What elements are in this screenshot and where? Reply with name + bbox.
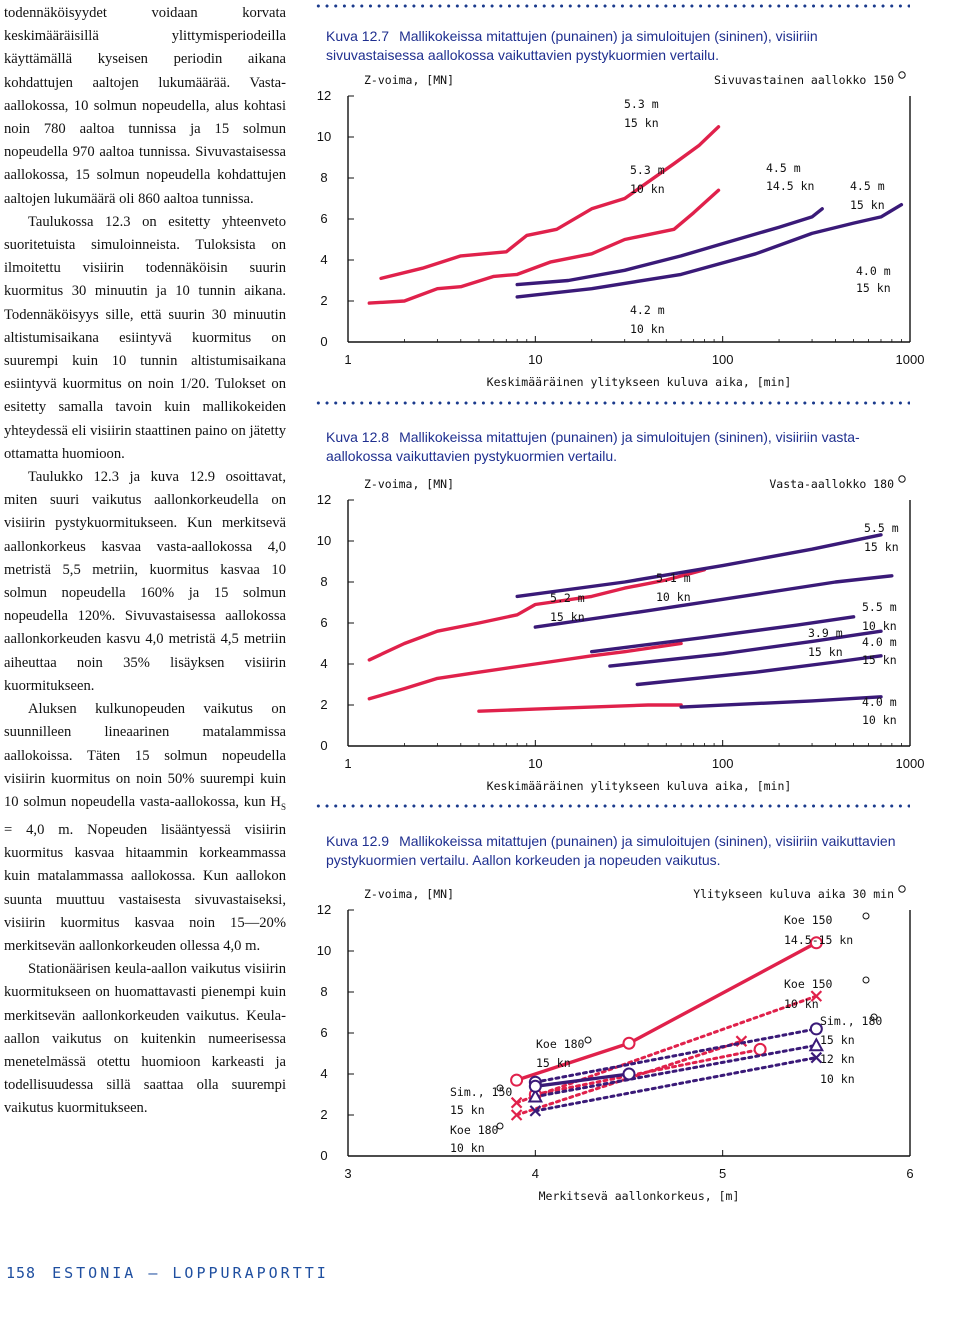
- series-annotation: 5.3 m: [624, 97, 659, 111]
- y-tick-label: 12: [316, 492, 332, 507]
- series-annotation: 10 kn: [862, 713, 897, 727]
- figure-number: Kuva 12.9: [326, 833, 390, 849]
- data-point: [530, 1081, 541, 1092]
- series-annotation: 12 kn: [820, 1052, 855, 1066]
- series-annotation: 5.5 m: [864, 521, 899, 535]
- paragraph: [4, 698, 286, 958]
- series-annotation: Koe 180: [536, 1037, 585, 1051]
- series-line: [535, 1045, 816, 1096]
- y-tick-label: 0: [320, 738, 328, 753]
- series-annotation: 10 kn: [862, 619, 897, 633]
- x-tick-label: 1000: [895, 756, 925, 771]
- page-footer: [6, 1264, 329, 1282]
- figure-caption: [326, 832, 916, 870]
- series-annotation: Koe 150: [784, 913, 833, 927]
- series-annotation: 5.2 m: [550, 591, 585, 605]
- series-annotation: 15 kn: [808, 645, 843, 659]
- x-tick-label: 4: [531, 1166, 539, 1181]
- series-annotation: 10 kn: [450, 1141, 485, 1155]
- x-tick-label: 6: [906, 1166, 914, 1181]
- data-point: [755, 1044, 766, 1055]
- dotted-separator: [314, 4, 910, 8]
- series-annotation: 14.5 kn: [766, 179, 815, 193]
- paragraph: todennäköisyydet voidaan korvata keskimääräisillä ylittymisperiodeilla käyttämällä kyseisen periodin aikana kohdattujen aaltojen lukumäärää. Vasta-aallokossa, 10 solmun nopeudella, alus kohtasi noin 780 aaltoa tunnissa ja 15 solmun nopeudella 970 aaltoa tunnissa. Sivuvastaisessa aallokossa, 15 solmun nopeudella kohdattujen aaltojen lukumäärä oli 860 aaltoa tunnissa.: [4, 5, 286, 207]
- series-annotation: 10 kn: [630, 182, 665, 196]
- series-line: [369, 644, 681, 699]
- y-tick-label: 2: [320, 293, 328, 308]
- data-point: [624, 1069, 635, 1080]
- degree-symbol: [863, 977, 869, 983]
- caption-text: Mallikokeissa mitattujen (punainen) ja simuloitujen (sininen), visiiriin sivuvastaisessa aallokossa vaikuttavien pystykuormien vertailu.: [326, 28, 818, 63]
- series-annotation: 15 kn: [862, 653, 897, 667]
- y-tick-label: 12: [316, 902, 332, 917]
- condition-label: Ylitykseen kuluva aika 30 min: [693, 887, 894, 901]
- condition-label: Sivuvastainen aallokko 150: [713, 73, 894, 87]
- series-annotation: 10 kn: [784, 997, 819, 1011]
- x-tick-label: 10: [528, 756, 543, 771]
- degree-symbol: [585, 1037, 591, 1043]
- y-tick-label: 6: [320, 1025, 328, 1040]
- series-annotation: 4.0 m: [862, 635, 897, 649]
- series-annotation: 15 kn: [550, 610, 585, 624]
- series-annotation: 10 kn: [656, 590, 691, 604]
- y-tick-label: 10: [316, 129, 332, 144]
- y-tick-label: 0: [320, 1148, 328, 1163]
- y-tick-label: 4: [320, 252, 328, 267]
- paragraph: Stationäärisen keula-aallon vaikutus visiirin kuormitukseen on huomattavasti pienempi kuin merkitsevän aallonkorkeuden vaikutus. Keula-aallon vaikutus on kuitenkin numeerisessa menetelmässä otettu huomioon karkeasti ja todellisuudessa sillä saattaa olla suurempi vaikutus kuormitukseen.: [4, 961, 286, 1117]
- figure-number: Kuva 12.8: [326, 429, 390, 445]
- series-annotation: 10 kn: [630, 322, 665, 336]
- paragraph-text: Aluksen kulkunopeuden vaikutus on suunnilleen lineaarinen matalammissa aallokoissa. Täten 15 solmun nopeudella visiirin kuormitus on noin 50% suurempi kuin 10 solmun nopeudella vasta-aallokossa, kun H: [4, 701, 286, 810]
- series-annotation: 4.0 m: [856, 264, 891, 278]
- y-tick-label: 2: [320, 1107, 328, 1122]
- series-line: [479, 705, 681, 711]
- x-axis-title: Keskimääräinen ylitykseen kuluva aika, [min]: [486, 375, 792, 389]
- figure-caption: [326, 428, 916, 466]
- series-annotation: 15 kn: [820, 1033, 855, 1047]
- figure-number: Kuva 12.7: [326, 28, 390, 44]
- series-annotation: 15 kn: [624, 116, 659, 130]
- x-tick-label: 1000: [895, 352, 925, 367]
- series-annotation: 4.2 m: [630, 303, 665, 317]
- chart-fig-12-7: [300, 66, 925, 389]
- series-line: [369, 190, 718, 303]
- x-tick-label: 3: [344, 1166, 352, 1181]
- y-tick-label: 4: [320, 656, 328, 671]
- series-annotation: 5.5 m: [862, 600, 897, 614]
- x-tick-label: 1: [344, 756, 352, 771]
- data-point: [511, 1075, 522, 1086]
- chart-fig-12-9: [300, 880, 920, 1210]
- series-annotation: Sim., 150: [450, 1085, 513, 1099]
- subscript: S: [280, 801, 286, 812]
- x-tick-label: 100: [711, 352, 734, 367]
- series-annotation: Koe 180: [450, 1123, 499, 1137]
- y-tick-label: 6: [320, 211, 328, 226]
- series-line: [681, 697, 881, 707]
- y-tick-label: 6: [320, 615, 328, 630]
- caption-text: Mallikokeissa mitattujen (punainen) ja simuloitujen (sininen), visiiriin vaikuttavien pystykuormien vertailu. Aallon korkeuden ja nopeuden vaikutus.: [326, 833, 896, 868]
- chart-fig-12-8: [300, 470, 925, 800]
- y-tick-label: 8: [320, 170, 328, 185]
- series-annotation: 4.5 m: [850, 179, 885, 193]
- series-annotation: 14.5-15 kn: [784, 933, 854, 947]
- series-annotation: 4.0 m: [862, 695, 897, 709]
- caption-text: Mallikokeissa mitattujen (punainen) ja simuloitujen (sininen), visiiriin vasta-aallokossa vaikuttavien pystykuormien vertailu.: [326, 429, 860, 464]
- y-tick-label: 10: [316, 943, 332, 958]
- series-annotation: 15 kn: [450, 1103, 485, 1117]
- series-annotation: 3.9 m: [808, 626, 843, 640]
- x-axis-title: Keskimääräinen ylitykseen kuluva aika, [min]: [486, 779, 792, 793]
- y-axis-title: Z-voima, [MN]: [364, 887, 455, 901]
- series-annotation: 15 kn: [856, 281, 891, 295]
- x-axis-title: Merkitsevä aallonkorkeus, [m]: [538, 1189, 740, 1203]
- y-tick-label: 8: [320, 574, 328, 589]
- body-text-column: [4, 2, 286, 1121]
- y-tick-label: 8: [320, 984, 328, 999]
- series-annotation: 5.1 m: [656, 571, 691, 585]
- y-tick-label: 2: [320, 697, 328, 712]
- figure-caption: [326, 27, 916, 65]
- dotted-separator: [314, 401, 910, 405]
- series-annotation: 10 kn: [820, 1072, 855, 1086]
- x-tick-label: 1: [344, 352, 352, 367]
- y-axis-title: Z-voima, [MN]: [364, 477, 455, 491]
- x-tick-label: 100: [711, 756, 734, 771]
- paragraph: Taulukko 12.3 ja kuva 12.9 osoittavat, miten suuri vaikutus aallonkorkeudella on visiirin pystykuormitukseen. Kun merkitsevä aallonkorkeus kasvaa vasta-aallokossa 4,0 metristä 5,5 metriin, kuormitus kasvaa 10 solmun nopeudella 160% ja 15 solmun nopeudella 120%. Sivuvastaisessa aallokossa aallonkorkeuden kasvu 4,0 metristä 4,5 metriin aiheuttaa noin 35% lisäyksen visiirin kuormitukseen.: [4, 469, 286, 694]
- x-tick-label: 10: [528, 352, 543, 367]
- series-annotation: Koe 150: [784, 977, 833, 991]
- condition-label: Vasta-aallokko 180: [769, 477, 894, 491]
- paragraph-text: = 4,0 m. Nopeuden lisääntyessä visiirin kuormitus kasvaa hitaammin korkeammassa kuin matalammassa aallokossa. Kun aallokon suunta muuttuu vastaisesta sivuvastaiseksi, visiirin kuormitus kasvaa noin 15—20% merkitsevän aallonkorkeuden ollessa 4,0 m.: [4, 822, 286, 955]
- y-tick-label: 4: [320, 1066, 328, 1081]
- series-annotation: Sim., 180: [820, 1014, 883, 1028]
- series-annotation: 15 kn: [536, 1056, 571, 1070]
- series-annotation: 15 kn: [850, 198, 885, 212]
- series-annotation: 15 kn: [864, 540, 899, 554]
- page-number: 158: [6, 1264, 37, 1282]
- dotted-separator: [314, 804, 910, 808]
- degree-symbol: [899, 886, 905, 892]
- degree-symbol: [899, 476, 905, 482]
- x-tick-label: 5: [719, 1166, 727, 1181]
- y-tick-label: 0: [320, 334, 328, 349]
- y-tick-label: 10: [316, 533, 332, 548]
- degree-symbol: [863, 913, 869, 919]
- series-annotation: 4.5 m: [766, 161, 801, 175]
- footer-title: ESTONIA — LOPPURAPORTTI: [52, 1264, 329, 1282]
- degree-symbol: [899, 72, 905, 78]
- paragraph: Taulukossa 12.3 on esitetty yhteenveto suoritetuista simuloinneista. Tuloksista on ilmoitettu visiirin todennäköisin suurin kuormitus 30 minuutin ja 10 tunnin aikana. Todennäköisyys sille, että suurin 30 minuutin altistumisaikana esiintyvä kuormitus on suurempi kuin 10 tunnin altistumisaikana esiintyvä kuormitus on noin 1/20. Tulokset on esitetty samalla tavoin kuin mallikokeiden yhteydessä eli visiirin staattinen paino on jätetty ottamatta huomioon.: [4, 213, 286, 462]
- series-line: [381, 127, 719, 279]
- y-axis-title: Z-voima, [MN]: [364, 73, 455, 87]
- y-tick-label: 12: [316, 88, 332, 103]
- series-line: [517, 535, 881, 597]
- data-point: [624, 1038, 635, 1049]
- series-annotation: 5.3 m: [630, 163, 665, 177]
